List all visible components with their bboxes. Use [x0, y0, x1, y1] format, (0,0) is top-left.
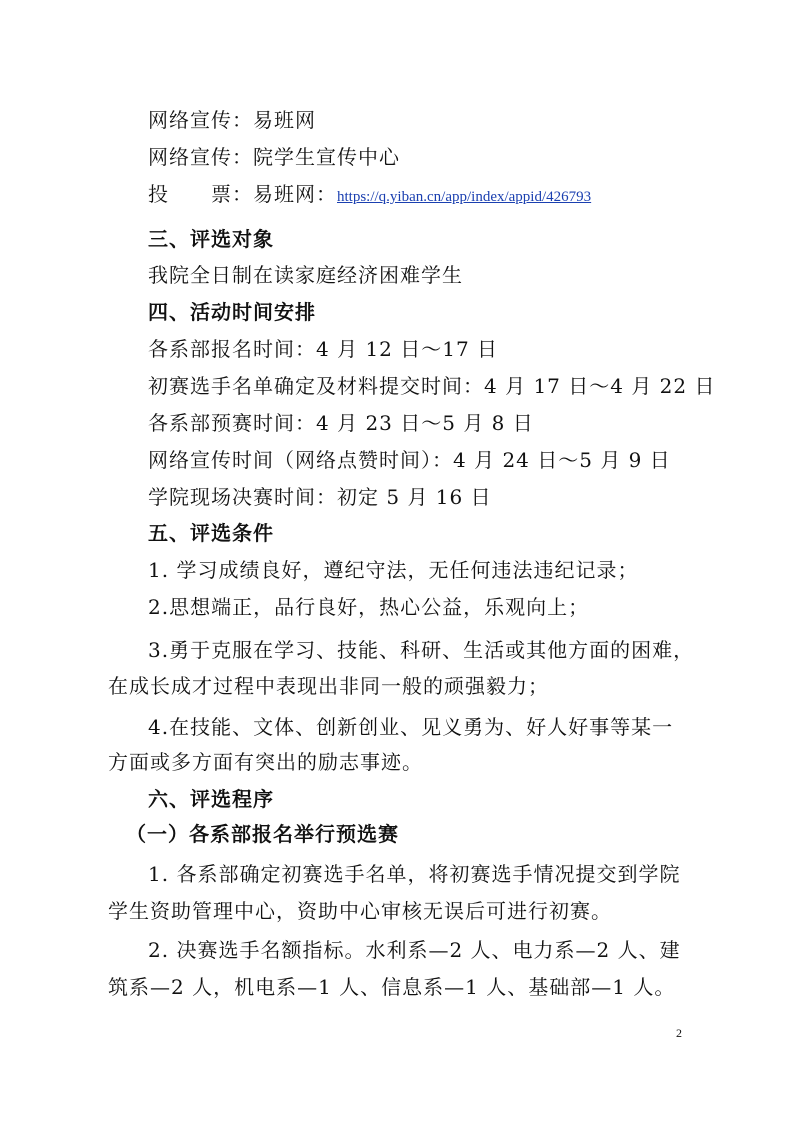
voting-line: [148, 181, 793, 210]
condition-4-line-1: 4.在技能、文体、创新创业、见义勇为、好人好事等某一: [148, 715, 674, 739]
subsection-heading-1: （一）各系部报名举行预选赛: [126, 822, 399, 846]
procedure-2-line-2: 筑系—2 人，机电系—1 人、信息系—1 人、基础部—1 人。: [108, 975, 676, 999]
schedule-line-3: 各系部预赛时间：4 月 23 日～5 月 8 日: [148, 411, 534, 435]
schedule-line-4: 网络宣传时间（网络点赞时间）：4 月 24 日～5 月 9 日: [148, 448, 671, 472]
condition-1: 1. 学习成绩良好，遵纪守法，无任何违法违纪记录；: [148, 558, 639, 582]
condition-3-line-2: 在成长成才过程中表现出非同一般的顽强毅力；: [108, 674, 549, 698]
procedure-1-line-1: 1. 各系部确定初赛选手名单，将初赛选手情况提交到学院: [148, 862, 681, 886]
section-heading-5: 五、评选条件: [148, 521, 274, 545]
schedule-line-2: 初赛选手名单确定及材料提交时间：4 月 17 日～4 月 22 日: [148, 374, 716, 398]
voting-link[interactable]: https://q.yiban.cn/app/index/appid/426793: [337, 189, 592, 205]
publicity-line-2: 网络宣传：院学生宣传中心: [148, 145, 400, 169]
condition-2: 2.思想端正，品行良好，热心公益，乐观向上；: [148, 595, 590, 619]
schedule-line-5: 学院现场决赛时间：初定 5 月 16 日: [148, 485, 492, 509]
procedure-1-line-2: 学生资助管理中心，资助中心审核无误后可进行初赛。: [108, 899, 612, 923]
target-line: 我院全日制在读家庭经济困难学生: [148, 263, 463, 287]
procedure-2-line-1: 2. 决赛选手名额指标。水利系—2 人、电力系—2 人、建: [148, 938, 681, 962]
section-heading-3: 三、评选对象: [148, 227, 274, 251]
condition-4-line-2: 方面或多方面有突出的励志事迹。: [108, 750, 423, 774]
voting-label: 投 票：易班网：: [148, 182, 337, 206]
schedule-line-1: 各系部报名时间：4 月 12 日～17 日: [148, 337, 499, 361]
condition-3-line-1: 3.勇于克服在学习、技能、科研、生活或其他方面的困难，: [148, 638, 695, 662]
section-heading-6: 六、评选程序: [148, 787, 274, 811]
section-heading-4: 四、活动时间安排: [148, 300, 316, 324]
page-number: 2: [676, 1026, 682, 1040]
publicity-line-1: 网络宣传：易班网: [148, 108, 316, 132]
